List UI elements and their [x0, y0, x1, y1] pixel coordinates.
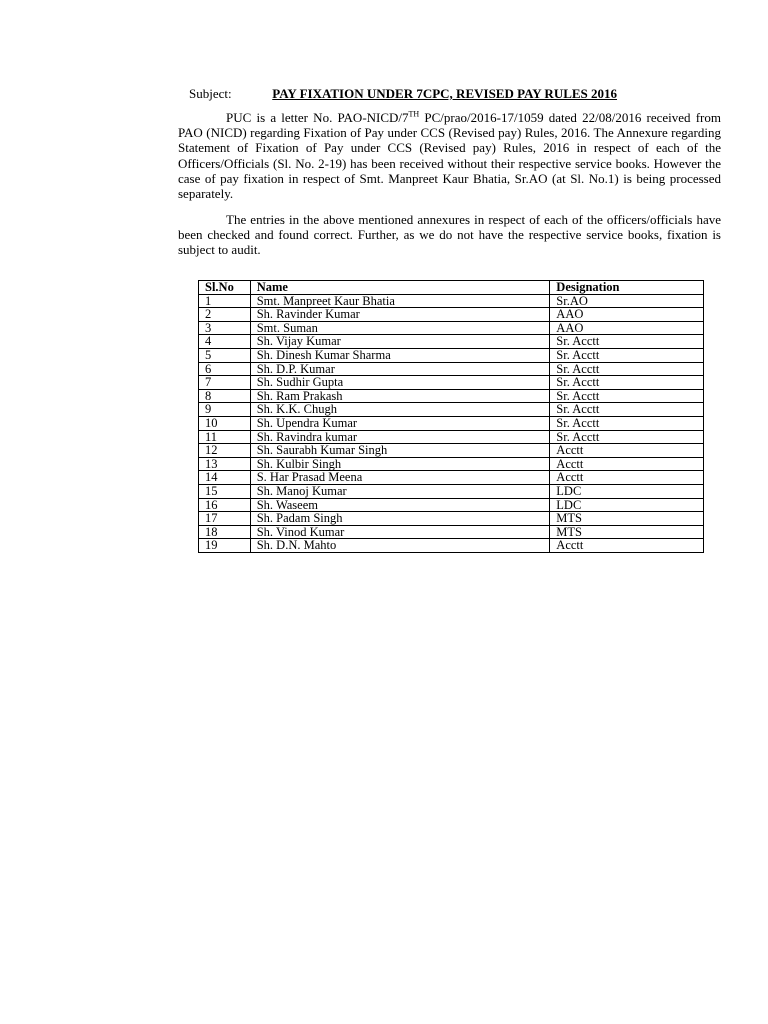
- cell-name: Sh. Padam Singh: [250, 512, 550, 526]
- table-row: [199, 416, 704, 430]
- cell-name: Sh. Sudhir Gupta: [250, 376, 550, 390]
- cell-designation: LDC: [550, 484, 704, 498]
- cell-designation: Sr. Acctt: [550, 376, 704, 390]
- cell-sl-no: 3: [199, 321, 251, 335]
- header-sl-no: Sl.No: [199, 281, 251, 295]
- table-row: [199, 376, 704, 390]
- cell-designation: LDC: [550, 498, 704, 512]
- table-row: [199, 525, 704, 539]
- cell-sl-no: 4: [199, 335, 251, 349]
- subject-title: PAY FIXATION UNDER 7CPC, REVISED PAY RULES 2016: [272, 86, 618, 101]
- table-row: [199, 471, 704, 485]
- table-body: [199, 294, 704, 552]
- subject-label: Subject:: [189, 86, 232, 101]
- table-row: [199, 457, 704, 471]
- cell-name: Sh. Saurabh Kumar Singh: [250, 444, 550, 458]
- cell-designation: Acctt: [550, 457, 704, 471]
- table-row: [199, 362, 704, 376]
- table-row: [199, 403, 704, 417]
- officials-table: [198, 280, 704, 553]
- paragraph-audit-note: [178, 212, 721, 258]
- cell-designation: Sr. Acctt: [550, 335, 704, 349]
- cell-sl-no: 17: [199, 512, 251, 526]
- cell-name: S. Har Prasad Meena: [250, 471, 550, 485]
- table-header-row: [199, 281, 704, 295]
- paragraph-1-superscript: TH: [408, 109, 420, 119]
- cell-sl-no: 6: [199, 362, 251, 376]
- cell-sl-no: 12: [199, 444, 251, 458]
- table-row: [199, 430, 704, 444]
- cell-name: Sh. Dinesh Kumar Sharma: [250, 348, 550, 362]
- cell-sl-no: 8: [199, 389, 251, 403]
- table-row: [199, 321, 704, 335]
- cell-designation: Sr. Acctt: [550, 416, 704, 430]
- table-row: [199, 444, 704, 458]
- table-row: [199, 308, 704, 322]
- table-row: [199, 335, 704, 349]
- cell-name: Smt. Manpreet Kaur Bhatia: [250, 294, 550, 308]
- table-row: [199, 348, 704, 362]
- header-name: Name: [250, 281, 550, 295]
- cell-designation: Sr. Acctt: [550, 389, 704, 403]
- cell-designation: Sr. Acctt: [550, 403, 704, 417]
- cell-sl-no: 5: [199, 348, 251, 362]
- cell-designation: Acctt: [550, 471, 704, 485]
- cell-sl-no: 19: [199, 539, 251, 553]
- cell-name: Sh. Vijay Kumar: [250, 335, 550, 349]
- cell-name: Sh. Waseem: [250, 498, 550, 512]
- cell-designation: AAO: [550, 308, 704, 322]
- cell-designation: Sr.AO: [550, 294, 704, 308]
- cell-designation: Acctt: [550, 444, 704, 458]
- cell-sl-no: 14: [199, 471, 251, 485]
- cell-name: Sh. K.K. Chugh: [250, 403, 550, 417]
- table-row: [199, 389, 704, 403]
- cell-sl-no: 10: [199, 416, 251, 430]
- cell-designation: Acctt: [550, 539, 704, 553]
- cell-name: Sh. Ravinder Kumar: [250, 308, 550, 322]
- cell-designation: Sr. Acctt: [550, 430, 704, 444]
- subject-line: [189, 86, 617, 102]
- cell-name: Sh. D.N. Mahto: [250, 539, 550, 553]
- paragraph-1-text-end: PC/prao/2016-17/1059 dated 22/08/2016 received from PAO (NICD) regarding Fixation of Pay under CCS (Revised pay) Rules, 2016. The Annexure regarding Statement of Fixation of Pay under CCS (Revised pay) Rules, 2016 in respect of each of the Officers/Officials (Sl. No. 2-19) has been received without their respective service books. However the case of pay fixation in respect of Smt. Manpreet Kaur Bhatia, Sr.AO (at Sl. No.1) is being processed separately.: [178, 110, 721, 202]
- cell-sl-no: 2: [199, 308, 251, 322]
- cell-name: Sh. Ram Prakash: [250, 389, 550, 403]
- table-row: [199, 539, 704, 553]
- table-row: [199, 498, 704, 512]
- cell-sl-no: 7: [199, 376, 251, 390]
- cell-name: Sh. Ravindra kumar: [250, 430, 550, 444]
- cell-name: Sh. Manoj Kumar: [250, 484, 550, 498]
- paragraph-letter-reference: [178, 110, 721, 201]
- cell-name: Sh. Vinod Kumar: [250, 525, 550, 539]
- cell-designation: Sr. Acctt: [550, 348, 704, 362]
- cell-designation: Sr. Acctt: [550, 362, 704, 376]
- cell-name: Sh. Upendra Kumar: [250, 416, 550, 430]
- table-row: [199, 512, 704, 526]
- cell-sl-no: 18: [199, 525, 251, 539]
- paragraph-2-text: The entries in the above mentioned annexures in respect of each of the officers/officials have been checked and found correct. Further, as we do not have the respective service books, fixation is subject to audit.: [178, 212, 721, 258]
- table-row: [199, 294, 704, 308]
- cell-name: Smt. Suman: [250, 321, 550, 335]
- header-designation: Designation: [550, 281, 704, 295]
- cell-designation: AAO: [550, 321, 704, 335]
- cell-name: Sh. Kulbir Singh: [250, 457, 550, 471]
- table-row: [199, 484, 704, 498]
- cell-sl-no: 9: [199, 403, 251, 417]
- cell-designation: MTS: [550, 525, 704, 539]
- cell-designation: MTS: [550, 512, 704, 526]
- cell-sl-no: 1: [199, 294, 251, 308]
- cell-sl-no: 16: [199, 498, 251, 512]
- paragraph-1-text-start: PUC is a letter No. PAO-NICD/7: [226, 110, 409, 125]
- cell-sl-no: 15: [199, 484, 251, 498]
- cell-sl-no: 11: [199, 430, 251, 444]
- cell-name: Sh. D.P. Kumar: [250, 362, 550, 376]
- cell-sl-no: 13: [199, 457, 251, 471]
